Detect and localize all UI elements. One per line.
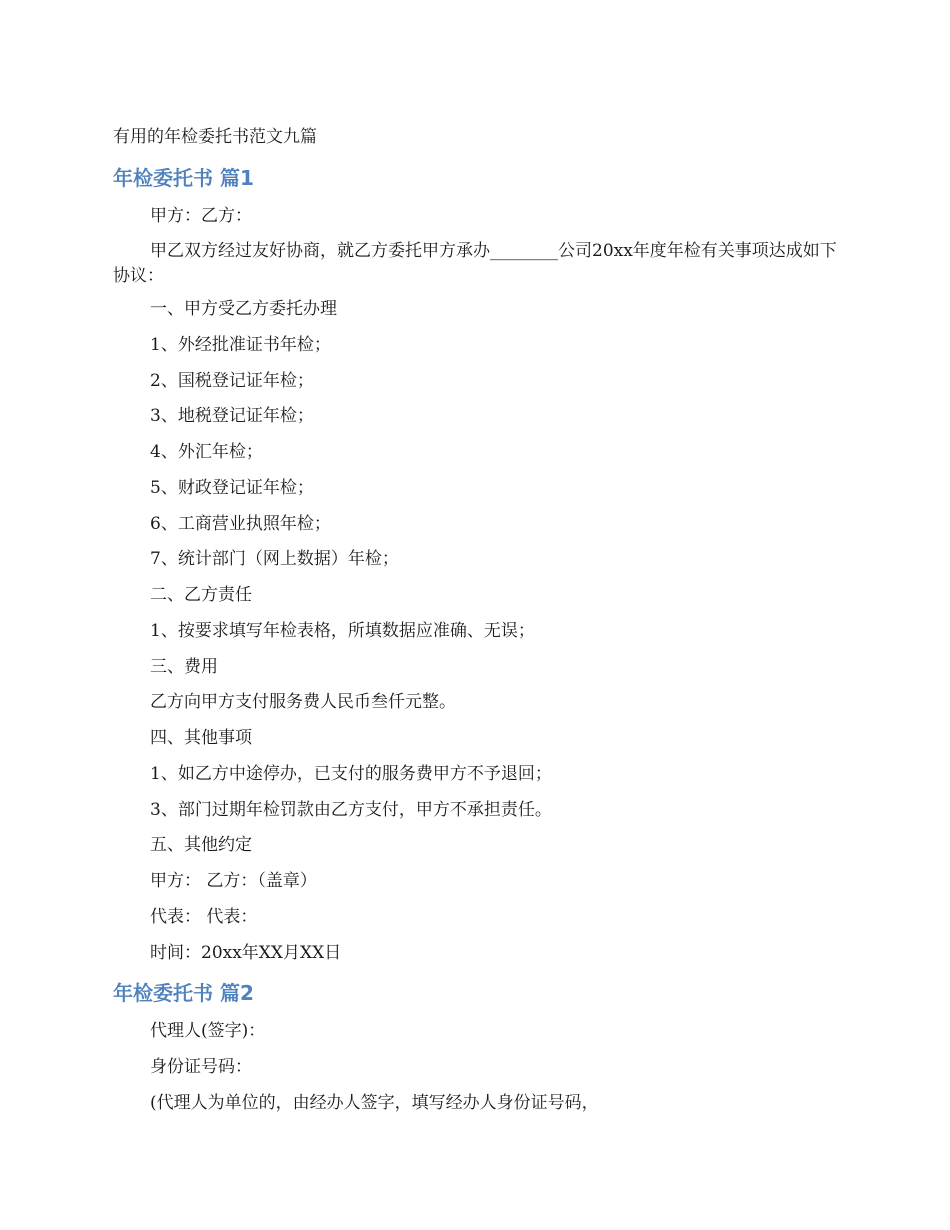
list-item: 7、统计部门（网上数据）年检； — [150, 549, 399, 569]
list-item: 4、外汇年检； — [150, 442, 263, 462]
list-item: 2、国税登记证年检； — [150, 371, 314, 391]
document-title: 有用的年检委托书范文九篇 — [113, 127, 317, 147]
paragraph: 三、费用 — [150, 657, 218, 677]
paragraph: 五、其他约定 — [150, 835, 252, 855]
paragraph: 甲方：乙方： — [150, 206, 252, 226]
list-item: 3、地税登记证年检； — [150, 406, 314, 426]
list-item: 1、如乙方中途停办，已支付的服务费甲方不予退回； — [150, 764, 552, 784]
list-item: 5、财政登记证年检； — [150, 478, 314, 498]
paragraph: 乙方向甲方支付服务费人民币叁仟元整。 — [150, 692, 456, 712]
list-item: 6、工商营业执照年检； — [150, 514, 331, 534]
paragraph: (代理人为单位的，由经办人签字，填写经办人身份证号码， — [150, 1093, 599, 1113]
paragraph: 一、甲方受乙方委托办理 — [150, 299, 337, 319]
list-item: 1、外经批准证书年检； — [150, 335, 331, 355]
section-heading-2: 年检委托书 篇2 — [113, 981, 254, 1005]
list-item: 3、部门过期年检罚款由乙方支付，甲方不承担责任。 — [150, 800, 552, 820]
paragraph: 二、乙方责任 — [150, 585, 252, 605]
paragraph: 四、其他事项 — [150, 728, 252, 748]
paragraph: 代表： 代表： — [150, 907, 258, 927]
paragraph: 甲方： 乙方：（盖章） — [150, 871, 317, 891]
paragraph: 身份证号码： — [150, 1057, 252, 1077]
section-heading-1: 年检委托书 篇1 — [113, 166, 254, 190]
paragraph: 代理人(签字)： — [150, 1021, 266, 1041]
paragraph: 甲乙双方经过友好协商，就乙方委托甲方承办________公司20xx年度年检有关事项达成如下协议： — [113, 241, 837, 286]
list-item: 1、按要求填写年检表格，所填数据应准确、无误； — [150, 621, 535, 641]
paragraph: 时间：20xx年XX月XX日 — [150, 943, 342, 963]
